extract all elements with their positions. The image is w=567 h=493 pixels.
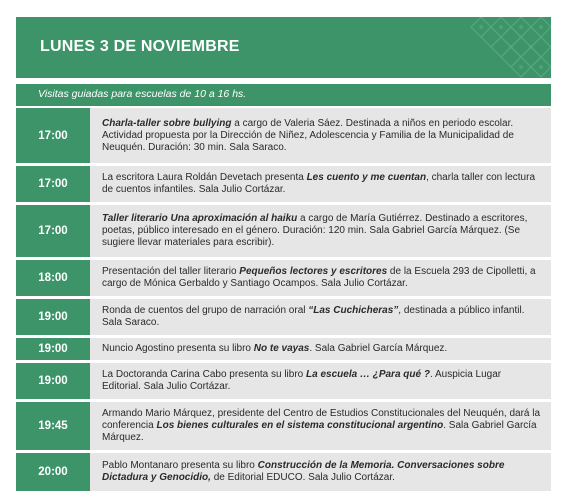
event-time: 20:00 <box>16 453 90 491</box>
event-row <box>16 166 551 202</box>
day-header <box>16 17 551 78</box>
event-description: La escritora Laura Roldán Devetach presenta Les cuento y me cuentan, charla taller con lectura de cuentos infantiles. Sala Julio Cortázar. <box>90 166 551 202</box>
event-time: 17:00 <box>16 166 90 202</box>
event-row <box>16 453 551 491</box>
event-time: 17:00 <box>16 205 90 257</box>
event-row <box>16 205 551 257</box>
event-description: Armando Mario Márquez, presidente del Centro de Estudios Constitucionales del Neuquén, dará la conferencia Los bienes culturales en el sistema constitucional argentino. Sala Gabriel García Márquez. <box>90 402 551 450</box>
schedule-list <box>16 108 551 493</box>
subtitle-bar <box>16 84 551 106</box>
event-time: 19:45 <box>16 402 90 450</box>
event-row <box>16 402 551 450</box>
event-description: Charla-taller sobre bullying a cargo de Valeria Sáez. Destinada a niños en periodo escolar. Actividad propuesta por la Dirección de Niñez, Adolescencia y Familia de la Municipalidad de Neuquén. Duración: 30 min. Sala Saraco. <box>90 108 551 163</box>
decorative-pattern <box>451 17 551 78</box>
event-row <box>16 260 551 296</box>
event-row <box>16 363 551 399</box>
event-description: Pablo Montanaro presenta su libro Construcción de la Memoria. Conversaciones sobre Dictadura y Genocidio, de Editorial EDUCO. Sala Julio Cortázar. <box>90 453 551 491</box>
day-title: LUNES 3 DE NOVIEMBRE <box>40 38 240 55</box>
event-time: 18:00 <box>16 260 90 296</box>
event-row <box>16 108 551 163</box>
event-description: Taller literario Una aproximación al haiku a cargo de María Gutiérrez. Destinado a escritores, poetas, público interesado en el género. Duración: 120 min. Sala Gabriel García Márquez. (Se sugiere llevar materiales para escribir). <box>90 205 551 257</box>
event-time: 19:00 <box>16 338 90 360</box>
event-description: Ronda de cuentos del grupo de narración oral “Las Cuchicheras”, destinada a público infantil. Sala Saraco. <box>90 299 551 335</box>
event-description: La Doctoranda Carina Cabo presenta su libro La escuela … ¿Para qué ?. Auspicia Lugar Editorial. Sala Julio Cortázar. <box>90 363 551 399</box>
event-description: Nuncio Agostino presenta su libro No te vayas. Sala Gabriel García Márquez. <box>90 338 551 360</box>
event-row <box>16 338 551 360</box>
subtitle: Visitas guiadas para escuelas de 10 a 16 hs. <box>38 88 247 100</box>
event-time: 19:00 <box>16 363 90 399</box>
event-time: 17:00 <box>16 108 90 163</box>
event-row <box>16 299 551 335</box>
event-time: 19:00 <box>16 299 90 335</box>
event-description: Presentación del taller literario Pequeños lectores y escritores de la Escuela 293 de Cipolletti, a cargo de Mónica Gerbaldo y Santiago Ocampos. Sala Julio Cortázar. <box>90 260 551 296</box>
